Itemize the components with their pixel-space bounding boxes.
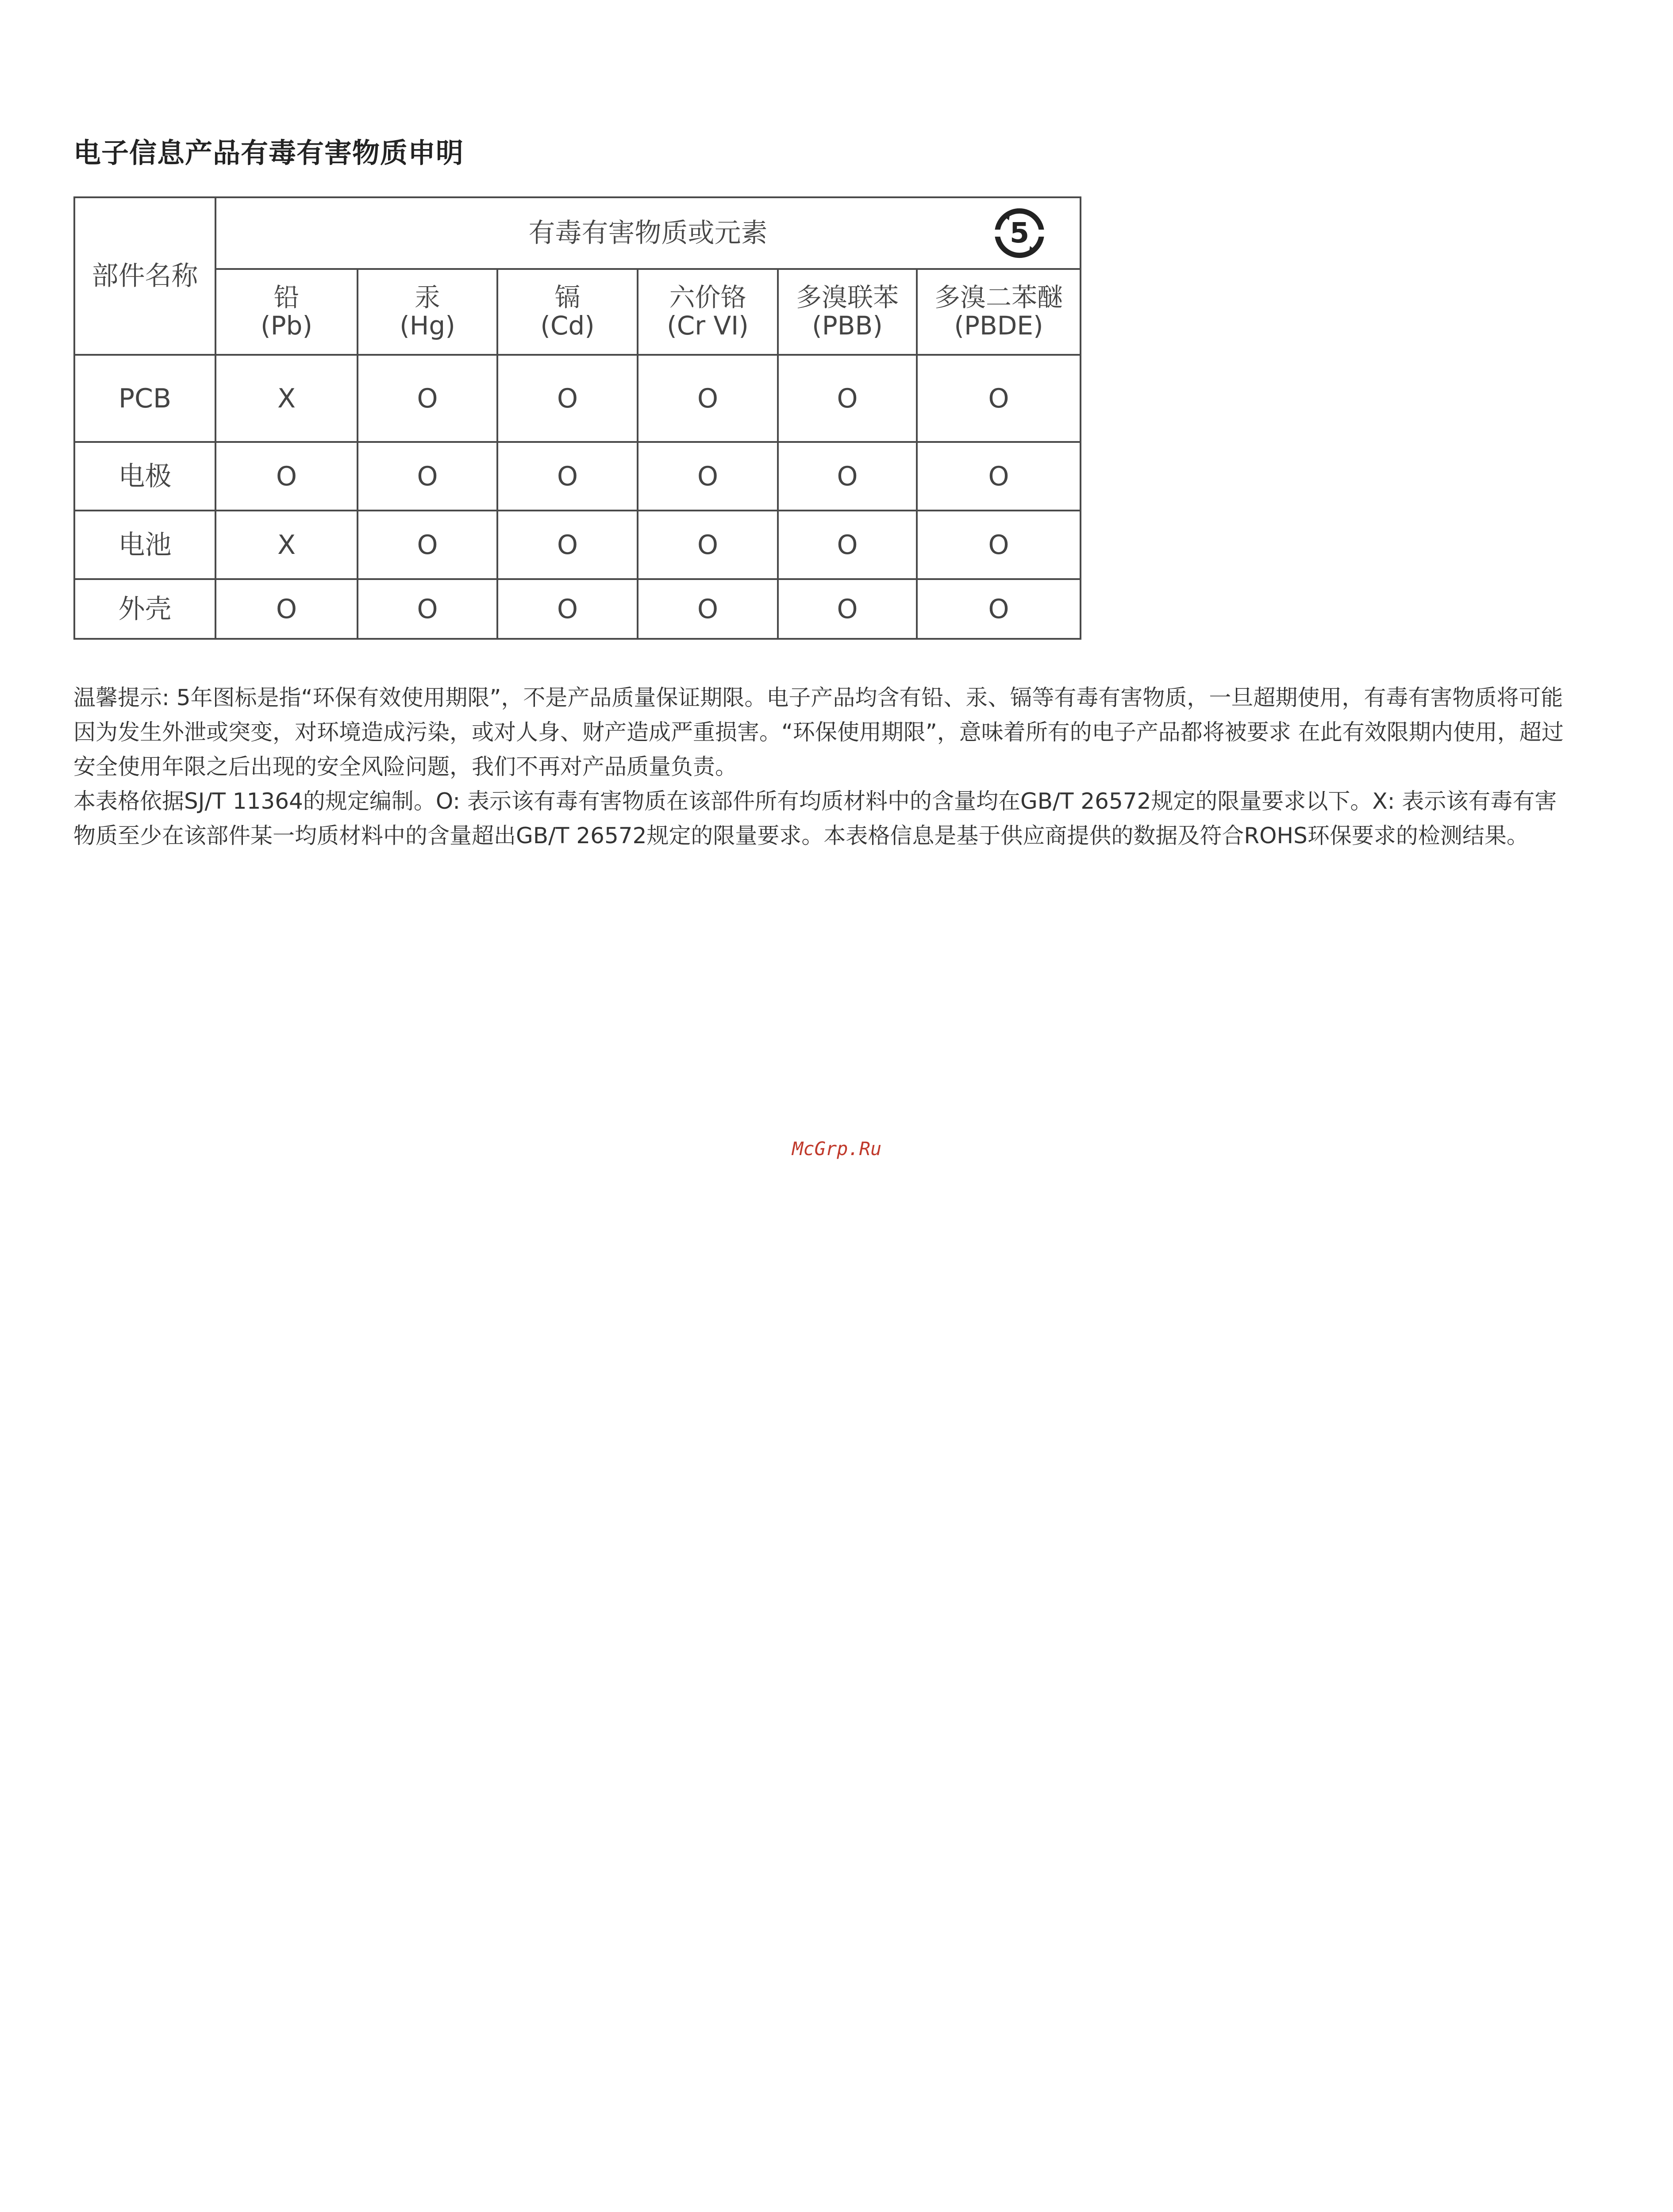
- substance-mark: O: [917, 442, 1081, 511]
- substance-mark: O: [358, 511, 497, 579]
- element-symbol: (PBDE): [954, 311, 1043, 341]
- substances-group-label: 有毒有害物质或元素: [528, 218, 768, 249]
- document-title: 电子信息产品有毒有害物质申明: [73, 137, 464, 169]
- substance-mark: X: [215, 355, 358, 442]
- epup-number: 5: [1010, 216, 1030, 250]
- table-row: [74, 355, 1081, 442]
- substance-mark: O: [917, 579, 1081, 639]
- substance-mark: O: [358, 442, 497, 511]
- substance-mark: O: [497, 579, 638, 639]
- column-header-lead: [215, 269, 358, 355]
- substance-mark: O: [917, 355, 1081, 442]
- element-symbol: (Cr VI): [667, 311, 749, 341]
- element-symbol: (Pb): [260, 311, 313, 341]
- part-name-cell: 电极: [74, 442, 215, 511]
- element-name: 多溴联苯: [796, 282, 899, 313]
- hazardous-substances-table: [73, 196, 1081, 640]
- table-legend-note: 本表格依据SJ/T 11364的规定编制。O: 表示该有毒有害物质在该部件所有均质材料中的含量均在GB/T 26572规定的限量要求以下。X: 表示该有毒有害物质至少在该部件某一均质材料中的含量超出GB/T 26572规定的限量要求。本表格信息是基于供应商提供的数据及符合ROHS环保要求的检测结果。: [73, 788, 1557, 849]
- substances-group-header: [215, 197, 1081, 269]
- element-name: 铅: [273, 282, 300, 313]
- epup-5-year-icon: [990, 204, 1049, 262]
- table-row: [74, 579, 1081, 639]
- substance-mark: O: [778, 442, 917, 511]
- substance-mark: O: [778, 511, 917, 579]
- element-name: 镉: [554, 282, 581, 313]
- column-header-cadmium: [497, 269, 638, 355]
- substance-mark: O: [497, 511, 638, 579]
- column-header-mercury: [358, 269, 497, 355]
- substance-mark: O: [215, 442, 358, 511]
- substance-mark: O: [358, 355, 497, 442]
- substance-mark: O: [778, 579, 917, 639]
- part-name-cell: 外壳: [74, 579, 215, 639]
- column-header-pbde: [917, 269, 1081, 355]
- substance-mark: X: [215, 511, 358, 579]
- substance-mark: O: [917, 511, 1081, 579]
- substance-mark: O: [638, 442, 778, 511]
- element-symbol: (Hg): [400, 311, 455, 341]
- watermark: McGrp.Ru: [792, 1138, 882, 1160]
- column-header-pbb: [778, 269, 917, 355]
- element-symbol: (Cd): [540, 311, 595, 341]
- part-name-cell: 电池: [74, 511, 215, 579]
- element-symbol: (PBB): [812, 311, 883, 341]
- element-name: 六价铬: [669, 282, 746, 313]
- notes-section: [73, 680, 1578, 853]
- column-header-chromium-vi: [638, 269, 778, 355]
- substance-mark: O: [778, 355, 917, 442]
- environmental-period-note: 温馨提示: 5年图标是指“环保有效使用期限”，不是产品质量保证期限。电子产品均含有铅、汞、镉等有毒有害物质，一旦超期使用，有毒有害物质将可能因为发生外泄或突变，对环境造成污染，或对人身、财产造成严重损害。“环保使用期限”，意味着所有的电子产品都将被要求 在此有效限期内使用，超过安全使用年限之后出现的安全风险问题，我们不再对产品质量负责。: [73, 685, 1564, 780]
- substance-mark: O: [497, 355, 638, 442]
- part-name-cell: PCB: [74, 355, 215, 442]
- substance-mark: O: [638, 511, 778, 579]
- element-name: 汞: [414, 282, 440, 313]
- substance-mark: O: [358, 579, 497, 639]
- part-name-header: 部件名称: [74, 197, 215, 355]
- element-name: 多溴二苯醚: [935, 282, 1063, 313]
- substance-mark: O: [638, 579, 778, 639]
- substance-mark: O: [215, 579, 358, 639]
- table-row: [74, 442, 1081, 511]
- substance-mark: O: [497, 442, 638, 511]
- substance-mark: O: [638, 355, 778, 442]
- table-row: [74, 511, 1081, 579]
- hazardous-substances-table-container: [73, 196, 1080, 638]
